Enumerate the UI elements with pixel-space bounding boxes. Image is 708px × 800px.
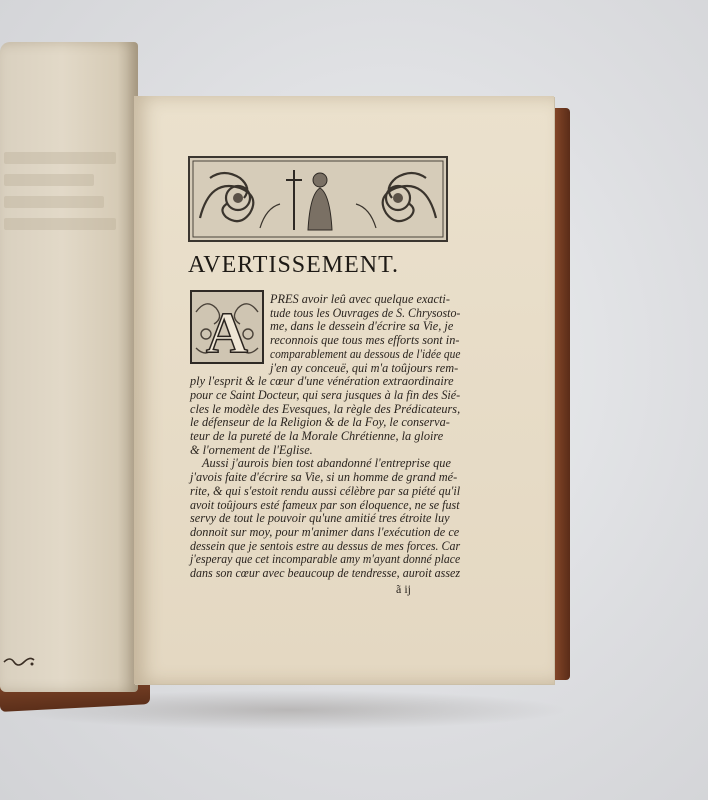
text-line: j'esperay que cet incomparable amy m'ayant donné place — [190, 552, 461, 567]
text-line: dans son cœur avec beaucoup de tendresse, auroit assez — [190, 566, 461, 580]
left-page — [0, 42, 138, 692]
page-title: AVERTISSEMENT. — [188, 252, 400, 278]
text-line: j'avois faite d'écrire sa Vie, si un homme de grand mé- — [190, 470, 458, 485]
text-line: teur de la pureté de la Morale Chrétienne, la gloire — [190, 429, 444, 443]
text-line: me, dans le dessein d'écrire sa Vie, je — [270, 319, 454, 334]
text-line: Aussi j'aurois bien tost abandonné l'entreprise que — [202, 456, 451, 471]
text-line: dessein que je sentois estre au dessus de mes forces. Car — [190, 538, 461, 553]
text-line: pour ce Saint Docteur, qui sera jusques à la fin des Sié- — [190, 387, 461, 402]
text-line: le défenseur de la Religion & de la Foy, le conserva- — [190, 415, 450, 430]
ink-smudge — [2, 652, 38, 670]
text-line: comparablement au dessous de l'idée que — [270, 346, 461, 361]
opening-line: PRES avoir leû avec quelque exacti- — [270, 292, 450, 306]
text-line: servy de tout le pouvoir qu'une amitié tres étroite luy — [190, 511, 450, 526]
text-line: & l'ornement de l'Eglise. — [190, 442, 313, 457]
engraved-headpiece — [188, 156, 448, 242]
decorated-initial — [190, 290, 264, 364]
bleed-through-text — [0, 142, 120, 272]
text-line: ply l'esprit & le cœur d'une vénération extraordinaire — [190, 374, 454, 389]
text-line: rite, & qui s'estoit rendu aussi célèbre par sa piété qu'il — [190, 483, 461, 498]
text-line: tude tous les Ouvrages de S. Chrysosto- — [270, 305, 461, 320]
signature-mark: ã ij — [396, 582, 411, 596]
text-line: reconnois que tous mes efforts sont in- — [270, 333, 460, 348]
dropcap-letter: A — [206, 300, 248, 362]
text-line: donnoit sur moy, pour m'animer dans l'exécution de ce — [190, 524, 460, 539]
text-line: avoit toûjours esté fameux par son éloquence, ne se fust — [190, 497, 460, 512]
text-line: j'en ay conceuë, qui m'a toûjours rem- — [270, 360, 459, 375]
text-line: cles le modèle des Evesques, la règle des Prédicateurs, — [190, 401, 461, 416]
